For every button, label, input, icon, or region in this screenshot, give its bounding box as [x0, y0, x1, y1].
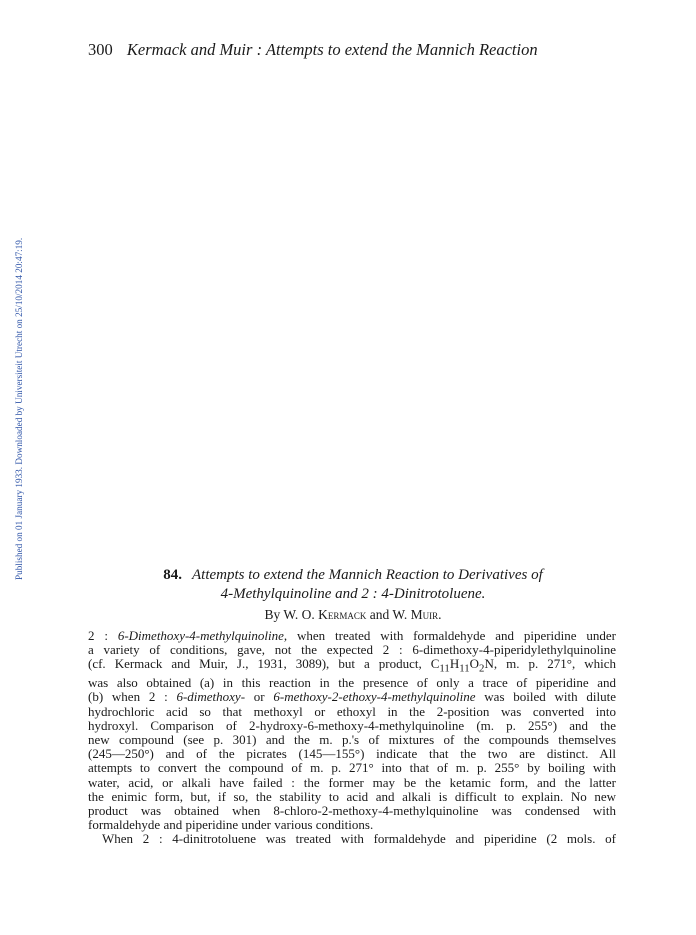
download-watermark — [2, 150, 24, 580]
byline — [90, 607, 616, 623]
body-line: attempts to convert the compound of m. p. 271° into that of m. p. 255° by boiling with — [88, 760, 616, 776]
title-line-2: 4-Methylquinoline and 2 : 4-Dinitrotoluene. — [220, 586, 486, 602]
body-line: (245—250°) and of the picrates (145—155°) indicate that the two are distinct. All — [88, 746, 616, 762]
watermark-text[interactable]: Published on 01 January 1933. Downloaded by Universiteit Utrecht on 25/10/2014 20:47:19. — [14, 237, 24, 580]
body-line: 2 : 6-Dimethoxy-4-methylquinoline, when treated with formaldehyde and piperidine under — [88, 628, 616, 643]
running-header — [88, 40, 608, 60]
body-line: the enimic form, but, if so, the stability to acid and alkali is difficult to explain. No new — [88, 788, 616, 804]
byline-and: and W. — [369, 607, 408, 622]
article-body — [88, 629, 616, 847]
body-line: hydroxyl. Comparison of 2-hydroxy-6-methoxy-4-methylquinoline (m. p. 255°) and the — [88, 717, 616, 733]
body-line: product was obtained when 8-chloro-2-methoxy-4-methylquinoline was condensed with — [88, 803, 616, 819]
body-line: (b) when 2 : 6-dimethoxy- or 6-methoxy-2-ethoxy-4-methylquinoline was boiled with dilute — [88, 689, 616, 705]
article-title — [110, 566, 596, 604]
body-line: water, acid, or alkali have failed : the former may be the ketamic form, and the latter — [88, 774, 616, 790]
body-line: When 2 : 4-dinitrotoluene was treated with formaldehyde and piperidine (2 mols. of — [102, 831, 616, 847]
running-title: Kermack and Muir : Attempts to extend the Mannich Reaction — [126, 40, 538, 59]
author-muir: Muir. — [410, 607, 442, 622]
body-line: was also obtained (a) in this reaction in the presence of only a trace of piperidine and — [88, 675, 616, 691]
body-line: new compound (see p. 301) and the m. p.'s of mixtures of the compounds themselves — [88, 732, 616, 748]
page-number: 300 — [88, 40, 113, 59]
title-line-1 — [110, 566, 596, 585]
body-line: formaldehyde and piperidine under various conditions. — [88, 817, 374, 833]
author-kermack: Kermack — [318, 607, 367, 622]
title-text-1: Attempts to extend the Mannich Reaction to Derivatives of — [192, 567, 543, 583]
byline-by: By W. O. — [264, 607, 315, 622]
body-line: (cf. Kermack and Muir, J., 1931, 3089), but a product, $C_{11}H_{11}O_2N$, m. p. 271°, which — [88, 656, 617, 675]
article-number: 84. — [163, 567, 182, 583]
body-line: a variety of conditions, gave, not the expected 2 : 6-dimethoxy-4-piperidylethylquinoline — [88, 642, 616, 658]
body-line: hydrochloric acid so that methoxyl or ethoxyl in the 2-position was converted into — [88, 703, 616, 719]
